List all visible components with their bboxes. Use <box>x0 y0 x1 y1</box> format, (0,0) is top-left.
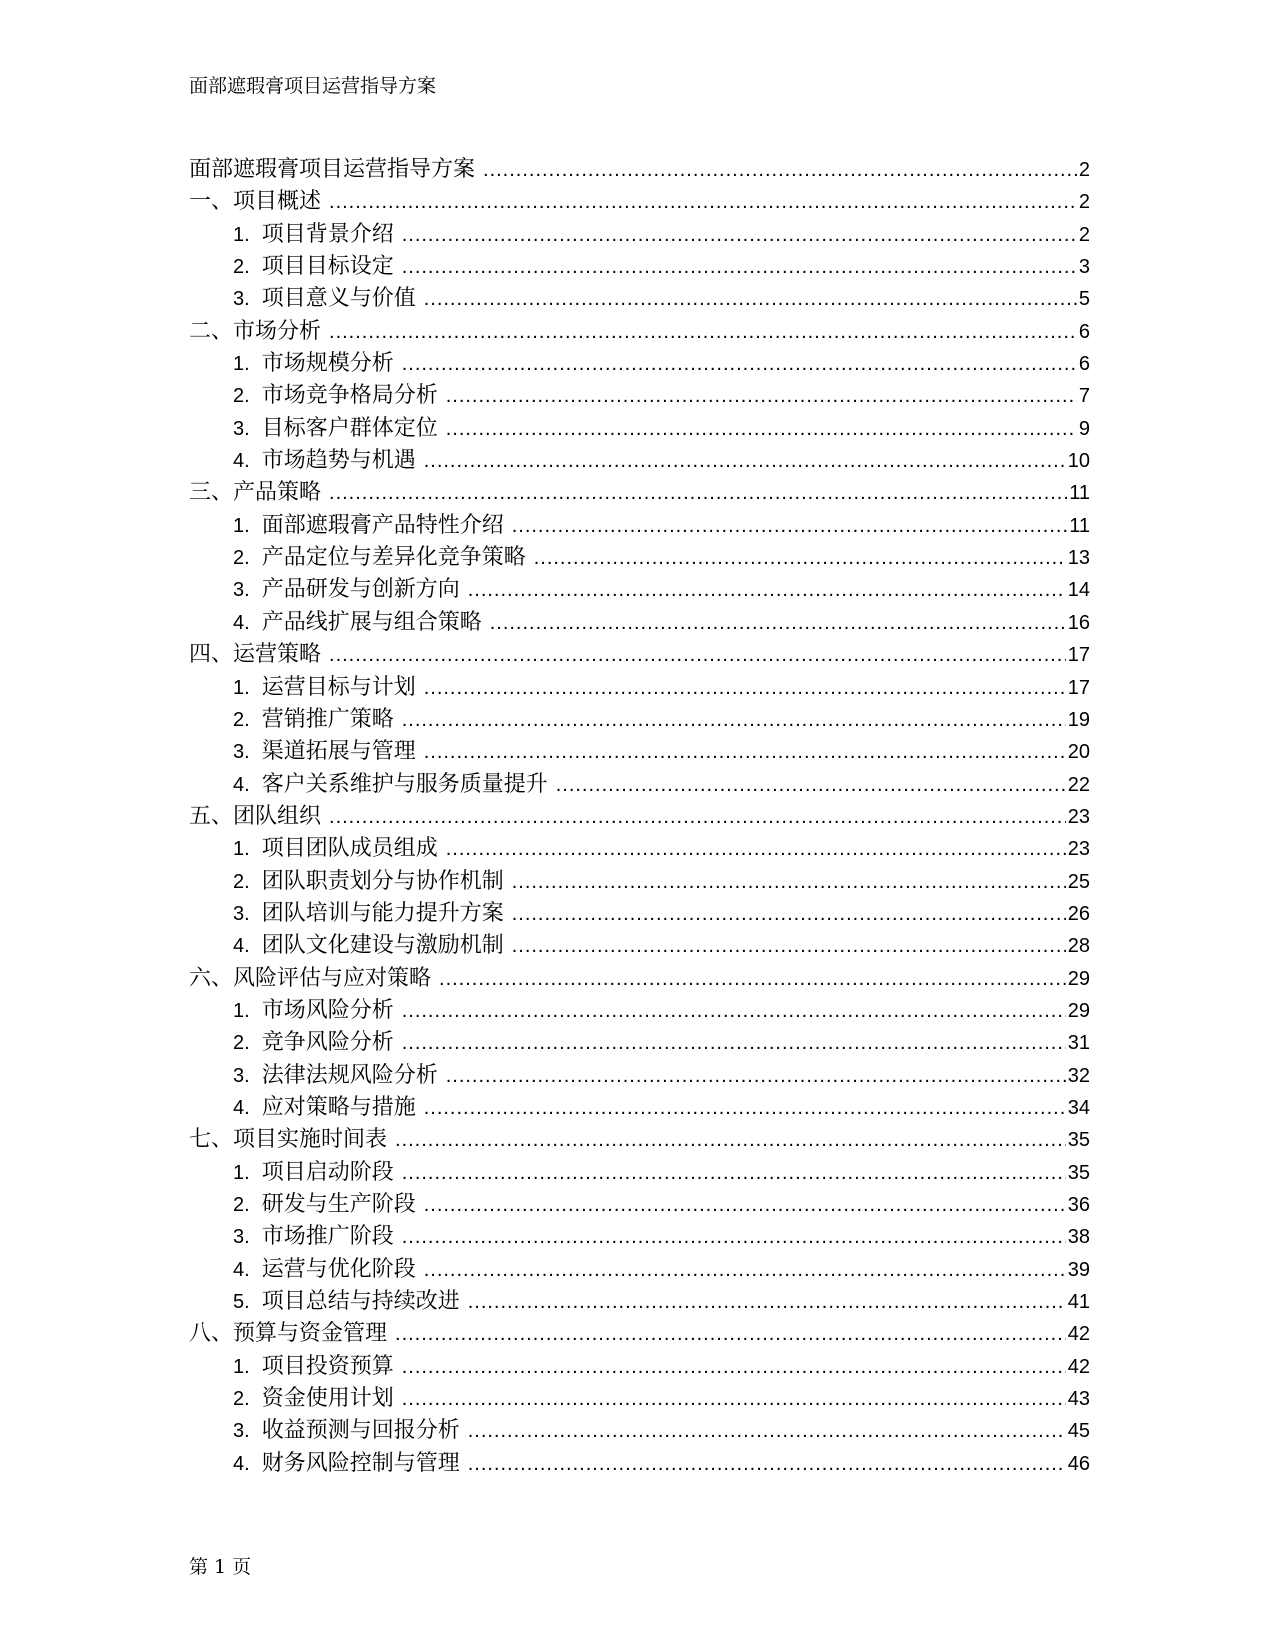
toc-entry-subsection[interactable] <box>189 1286 1090 1318</box>
toc-entry-page-number: 16 <box>1067 611 1090 634</box>
toc-entry-number: 3. <box>233 1420 250 1443</box>
toc-dot-leader <box>512 866 1066 898</box>
toc-entry-subsection[interactable] <box>189 1351 1090 1383</box>
toc-entry-page-number: 19 <box>1067 708 1090 731</box>
toc-dot-leader <box>402 704 1066 736</box>
toc-entry-page-number: 42 <box>1067 1323 1090 1346</box>
toc-entry-page-number: 20 <box>1067 741 1090 764</box>
toc-entry-subsection[interactable] <box>189 769 1090 801</box>
toc-entry-page-number: 35 <box>1067 1161 1090 1184</box>
toc-entry-section[interactable] <box>189 1124 1090 1156</box>
toc-entry-title: 竞争风险分析 <box>261 1030 394 1056</box>
toc-entry-number: 4. <box>233 773 250 796</box>
toc-entry-subsection[interactable] <box>189 704 1090 736</box>
toc-entry-page-number: 6 <box>1078 353 1090 376</box>
toc-dot-leader <box>468 1286 1066 1318</box>
page-number-footer: 第 1 页 <box>189 1556 252 1578</box>
toc-entry-page-number: 3 <box>1078 256 1090 279</box>
toc-entry-title: 项目目标设定 <box>261 254 394 280</box>
toc-entry-title: 六、风险评估与应对策略 <box>189 965 432 991</box>
toc-entry-title: 团队培训与能力提升方案 <box>261 900 504 926</box>
toc-entry-page-number: 14 <box>1067 579 1090 602</box>
toc-entry-page-number: 13 <box>1067 547 1090 570</box>
toc-entry-page-number: 36 <box>1067 1194 1090 1216</box>
toc-entry-subsection[interactable] <box>189 445 1090 477</box>
toc-entry-title: 运营与优化阶段 <box>261 1256 416 1282</box>
toc-entry-title: 项目意义与价值 <box>261 286 416 312</box>
toc-entry-number: 2. <box>233 708 250 731</box>
toc-entry-number: 1. <box>233 514 250 537</box>
toc-entry-subsection[interactable] <box>189 1092 1090 1124</box>
toc-entry-subsection[interactable] <box>189 866 1090 898</box>
toc-entry-title: 目标客户群体定位 <box>261 415 438 441</box>
toc-entry-page-number: 38 <box>1067 1226 1090 1249</box>
toc-dot-leader <box>424 1189 1066 1221</box>
toc-entry-title: 四、运营策略 <box>189 642 322 668</box>
toc-entry-number: 1. <box>233 1161 250 1184</box>
toc-dot-leader <box>424 445 1066 477</box>
toc-entry-title: 市场风险分析 <box>261 997 394 1023</box>
toc-entry-number: 4. <box>233 935 250 958</box>
toc-entry-title: 团队文化建设与激励机制 <box>261 933 504 959</box>
toc-dot-leader <box>402 1383 1066 1415</box>
toc-entry-title: 运营目标与计划 <box>261 674 416 700</box>
toc-entry-subsection[interactable] <box>189 833 1090 865</box>
toc-entry-section[interactable] <box>189 477 1090 509</box>
toc-entry-number: 3. <box>233 741 250 764</box>
toc-entry-page-number: 41 <box>1067 1291 1090 1314</box>
toc-entry-title: 应对策略与措施 <box>261 1094 416 1120</box>
toc-entry-subsection[interactable] <box>189 413 1090 445</box>
toc-dot-leader <box>402 1027 1066 1059</box>
toc-entry-number: 5. <box>233 1291 250 1314</box>
toc-entry-number: 2. <box>233 870 250 893</box>
toc-entry-page-number: 25 <box>1067 870 1090 893</box>
toc-entry-title: 客户关系维护与服务质量提升 <box>261 771 548 797</box>
toc-dot-leader <box>512 898 1066 930</box>
toc-entry-number: 2. <box>233 256 250 279</box>
toc-entry-title: 营销推广策略 <box>261 706 394 732</box>
toc-entry-page-number: 43 <box>1067 1388 1090 1411</box>
toc-entry-page-number: 26 <box>1067 902 1090 925</box>
toc-dot-leader <box>424 672 1066 704</box>
toc-entry-page-number: 29 <box>1067 967 1090 990</box>
toc-entry-page-number: 45 <box>1067 1420 1090 1443</box>
toc-dot-leader <box>446 1060 1066 1092</box>
toc-dot-leader <box>534 542 1066 574</box>
toc-dot-leader <box>490 607 1066 639</box>
toc-dot-leader <box>402 995 1066 1027</box>
toc-entry-section[interactable] <box>189 186 1090 218</box>
toc-entry-page-number: 11 <box>1069 514 1090 537</box>
toc-entry-page-number: 35 <box>1067 1129 1090 1152</box>
toc-entry-number: 4. <box>233 1096 250 1119</box>
toc-entry-page-number: 7 <box>1078 385 1090 408</box>
toc-dot-leader <box>402 348 1077 380</box>
toc-entry-title: 项目投资预算 <box>261 1353 394 1379</box>
toc-dot-leader <box>446 413 1077 445</box>
toc-entry-page-number: 2 <box>1078 159 1090 181</box>
toc-entry-subsection[interactable] <box>189 1221 1090 1253</box>
toc-entry-page-number: 32 <box>1067 1064 1090 1087</box>
toc-entry-page-number: 6 <box>1078 320 1090 343</box>
toc-entry-title: 资金使用计划 <box>261 1386 394 1412</box>
toc-entry-subsection[interactable] <box>189 251 1090 283</box>
toc-entry-subsection[interactable] <box>189 1254 1090 1286</box>
toc-dot-leader <box>512 930 1066 962</box>
toc-entry-number: 4. <box>233 1258 250 1281</box>
toc-dot-leader <box>329 639 1066 671</box>
toc-entry-section[interactable] <box>189 316 1090 348</box>
toc-entry-subsection[interactable] <box>189 607 1090 639</box>
toc-dot-leader <box>395 1318 1066 1350</box>
toc-dot-leader <box>424 736 1066 768</box>
toc-dot-leader <box>468 574 1066 606</box>
toc-entry-title: 二、市场分析 <box>189 318 322 344</box>
toc-entry-subsection[interactable] <box>189 995 1090 1027</box>
toc-entry-subsection[interactable] <box>189 542 1090 574</box>
toc-entry-number: 1. <box>233 676 250 699</box>
toc-entry-subsection[interactable] <box>189 1060 1090 1092</box>
toc-entry-title: 项目总结与持续改进 <box>261 1289 460 1315</box>
toc-entry-subsection[interactable] <box>189 348 1090 380</box>
toc-entry-page-number: 17 <box>1067 676 1090 699</box>
toc-entry-title: 一、项目概述 <box>189 189 322 215</box>
page-header: 面部遮瑕膏项目运营指导方案 <box>189 75 437 97</box>
toc-entry-subsection[interactable] <box>189 930 1090 962</box>
toc-dot-leader <box>446 380 1077 412</box>
toc-dot-leader <box>395 1124 1066 1156</box>
toc-entry-number: 2. <box>233 547 250 570</box>
toc-entry-title: 渠道拓展与管理 <box>261 739 416 765</box>
toc-entry-number: 4. <box>233 450 250 473</box>
toc-dot-leader <box>424 1254 1066 1286</box>
toc-dot-leader <box>439 963 1066 995</box>
toc-entry-subsection[interactable] <box>189 1448 1090 1480</box>
toc-entry-page-number: 22 <box>1067 773 1090 796</box>
toc-entry-title: 研发与生产阶段 <box>261 1192 416 1217</box>
toc-entry-title: 产品线扩展与组合策略 <box>261 609 482 635</box>
toc-entry-title: 市场竞争格局分析 <box>261 383 438 409</box>
toc-entry-number: 3. <box>233 1064 250 1087</box>
toc-dot-leader <box>424 1092 1066 1124</box>
toc-dot-leader <box>446 833 1066 865</box>
toc-entry-subsection[interactable] <box>189 1027 1090 1059</box>
table-of-contents <box>189 154 1090 1480</box>
toc-entry-title: 面部遮瑕膏产品特性介绍 <box>261 512 504 538</box>
toc-entry-number: 3. <box>233 1226 250 1249</box>
toc-dot-leader <box>468 1415 1066 1447</box>
toc-dot-leader <box>556 769 1066 801</box>
toc-entry-subsection[interactable] <box>189 1415 1090 1447</box>
toc-entry-title: 市场规模分析 <box>261 351 394 377</box>
toc-dot-leader <box>329 316 1077 348</box>
toc-entry-subsection[interactable] <box>189 898 1090 930</box>
toc-entry-number: 1. <box>233 838 250 861</box>
toc-entry-title: 市场趋势与机遇 <box>261 448 416 474</box>
toc-entry-title: 产品研发与创新方向 <box>261 577 460 603</box>
toc-entry-page-number: 34 <box>1067 1096 1090 1119</box>
toc-entry-subsection[interactable] <box>189 1157 1090 1189</box>
toc-dot-leader <box>402 251 1077 283</box>
toc-dot-leader <box>424 283 1077 315</box>
toc-entry-number: 2. <box>233 1388 250 1411</box>
toc-entry-page-number: 2 <box>1078 191 1090 214</box>
toc-entry-section[interactable] <box>189 1318 1090 1350</box>
toc-entry-title: 团队职责划分与协作机制 <box>261 868 504 894</box>
toc-dot-leader <box>483 154 1077 186</box>
toc-entry-title: 八、预算与资金管理 <box>189 1321 388 1347</box>
toc-entry-title: 七、项目实施时间表 <box>189 1127 388 1153</box>
toc-entry-page-number: 9 <box>1078 417 1090 440</box>
toc-entry-page-number: 23 <box>1067 805 1090 828</box>
toc-entry-title: 五、团队组织 <box>189 803 322 829</box>
toc-entry-section[interactable] <box>189 963 1090 995</box>
toc-dot-leader <box>402 1221 1066 1253</box>
toc-entry-number: 2. <box>233 1032 250 1055</box>
toc-entry-number: 3. <box>233 417 250 440</box>
toc-entry-number: 2. <box>233 385 250 408</box>
toc-entry-title: 项目启动阶段 <box>261 1159 394 1185</box>
toc-entry-number: 4. <box>233 1452 250 1475</box>
toc-entry-number: 2. <box>233 1194 250 1216</box>
toc-entry-section[interactable] <box>189 154 1090 186</box>
toc-entry-title: 产品定位与差异化竞争策略 <box>261 545 526 571</box>
toc-entry-page-number: 46 <box>1067 1452 1090 1475</box>
toc-entry-number: 1. <box>233 223 250 246</box>
toc-entry-number: 3. <box>233 902 250 925</box>
toc-entry-section[interactable] <box>189 639 1090 671</box>
toc-dot-leader <box>329 477 1067 509</box>
toc-entry-page-number: 11 <box>1069 482 1090 505</box>
toc-entry-number: 1. <box>233 999 250 1022</box>
toc-entry-page-number: 42 <box>1067 1355 1090 1378</box>
toc-entry-subsection[interactable] <box>189 574 1090 606</box>
toc-entry-subsection[interactable] <box>189 380 1090 412</box>
toc-entry-subsection[interactable] <box>189 736 1090 768</box>
toc-entry-number: 1. <box>233 1355 250 1378</box>
toc-entry-page-number: 28 <box>1067 935 1090 958</box>
toc-dot-leader <box>402 219 1077 251</box>
toc-dot-leader <box>329 186 1077 218</box>
toc-entry-number: 3. <box>233 579 250 602</box>
toc-entry-subsection[interactable] <box>189 510 1090 542</box>
toc-entry-page-number: 23 <box>1067 838 1090 861</box>
toc-entry-title: 项目团队成员组成 <box>261 836 438 862</box>
toc-entry-page-number: 39 <box>1067 1258 1090 1281</box>
toc-entry-title: 项目背景介绍 <box>261 221 394 247</box>
toc-entry-subsection[interactable] <box>189 219 1090 251</box>
toc-entry-title: 财务风险控制与管理 <box>261 1450 460 1476</box>
toc-entry-title: 面部遮瑕膏项目运营指导方案 <box>189 157 476 182</box>
toc-entry-page-number: 17 <box>1067 644 1090 667</box>
toc-entry-page-number: 2 <box>1078 223 1090 246</box>
toc-dot-leader <box>402 1351 1066 1383</box>
toc-entry-number: 4. <box>233 611 250 634</box>
toc-entry-title: 市场推广阶段 <box>261 1224 394 1250</box>
toc-entry-title: 法律法规风险分析 <box>261 1062 438 1088</box>
toc-entry-page-number: 29 <box>1067 999 1090 1022</box>
toc-entry-subsection[interactable] <box>189 1189 1090 1221</box>
toc-entry-page-number: 5 <box>1078 288 1090 311</box>
toc-entry-title: 三、产品策略 <box>189 480 322 506</box>
toc-dot-leader <box>329 801 1066 833</box>
toc-entry-subsection[interactable] <box>189 672 1090 704</box>
toc-dot-leader <box>512 510 1068 542</box>
toc-dot-leader <box>468 1448 1066 1480</box>
toc-dot-leader <box>402 1157 1066 1189</box>
toc-entry-page-number: 31 <box>1067 1032 1090 1055</box>
toc-entry-page-number: 10 <box>1067 450 1090 473</box>
toc-entry-subsection[interactable] <box>189 1383 1090 1415</box>
toc-entry-number: 1. <box>233 353 250 376</box>
toc-entry-subsection[interactable] <box>189 283 1090 315</box>
toc-entry-title: 收益预测与回报分析 <box>261 1418 460 1444</box>
toc-entry-section[interactable] <box>189 801 1090 833</box>
toc-entry-number: 3. <box>233 288 250 311</box>
